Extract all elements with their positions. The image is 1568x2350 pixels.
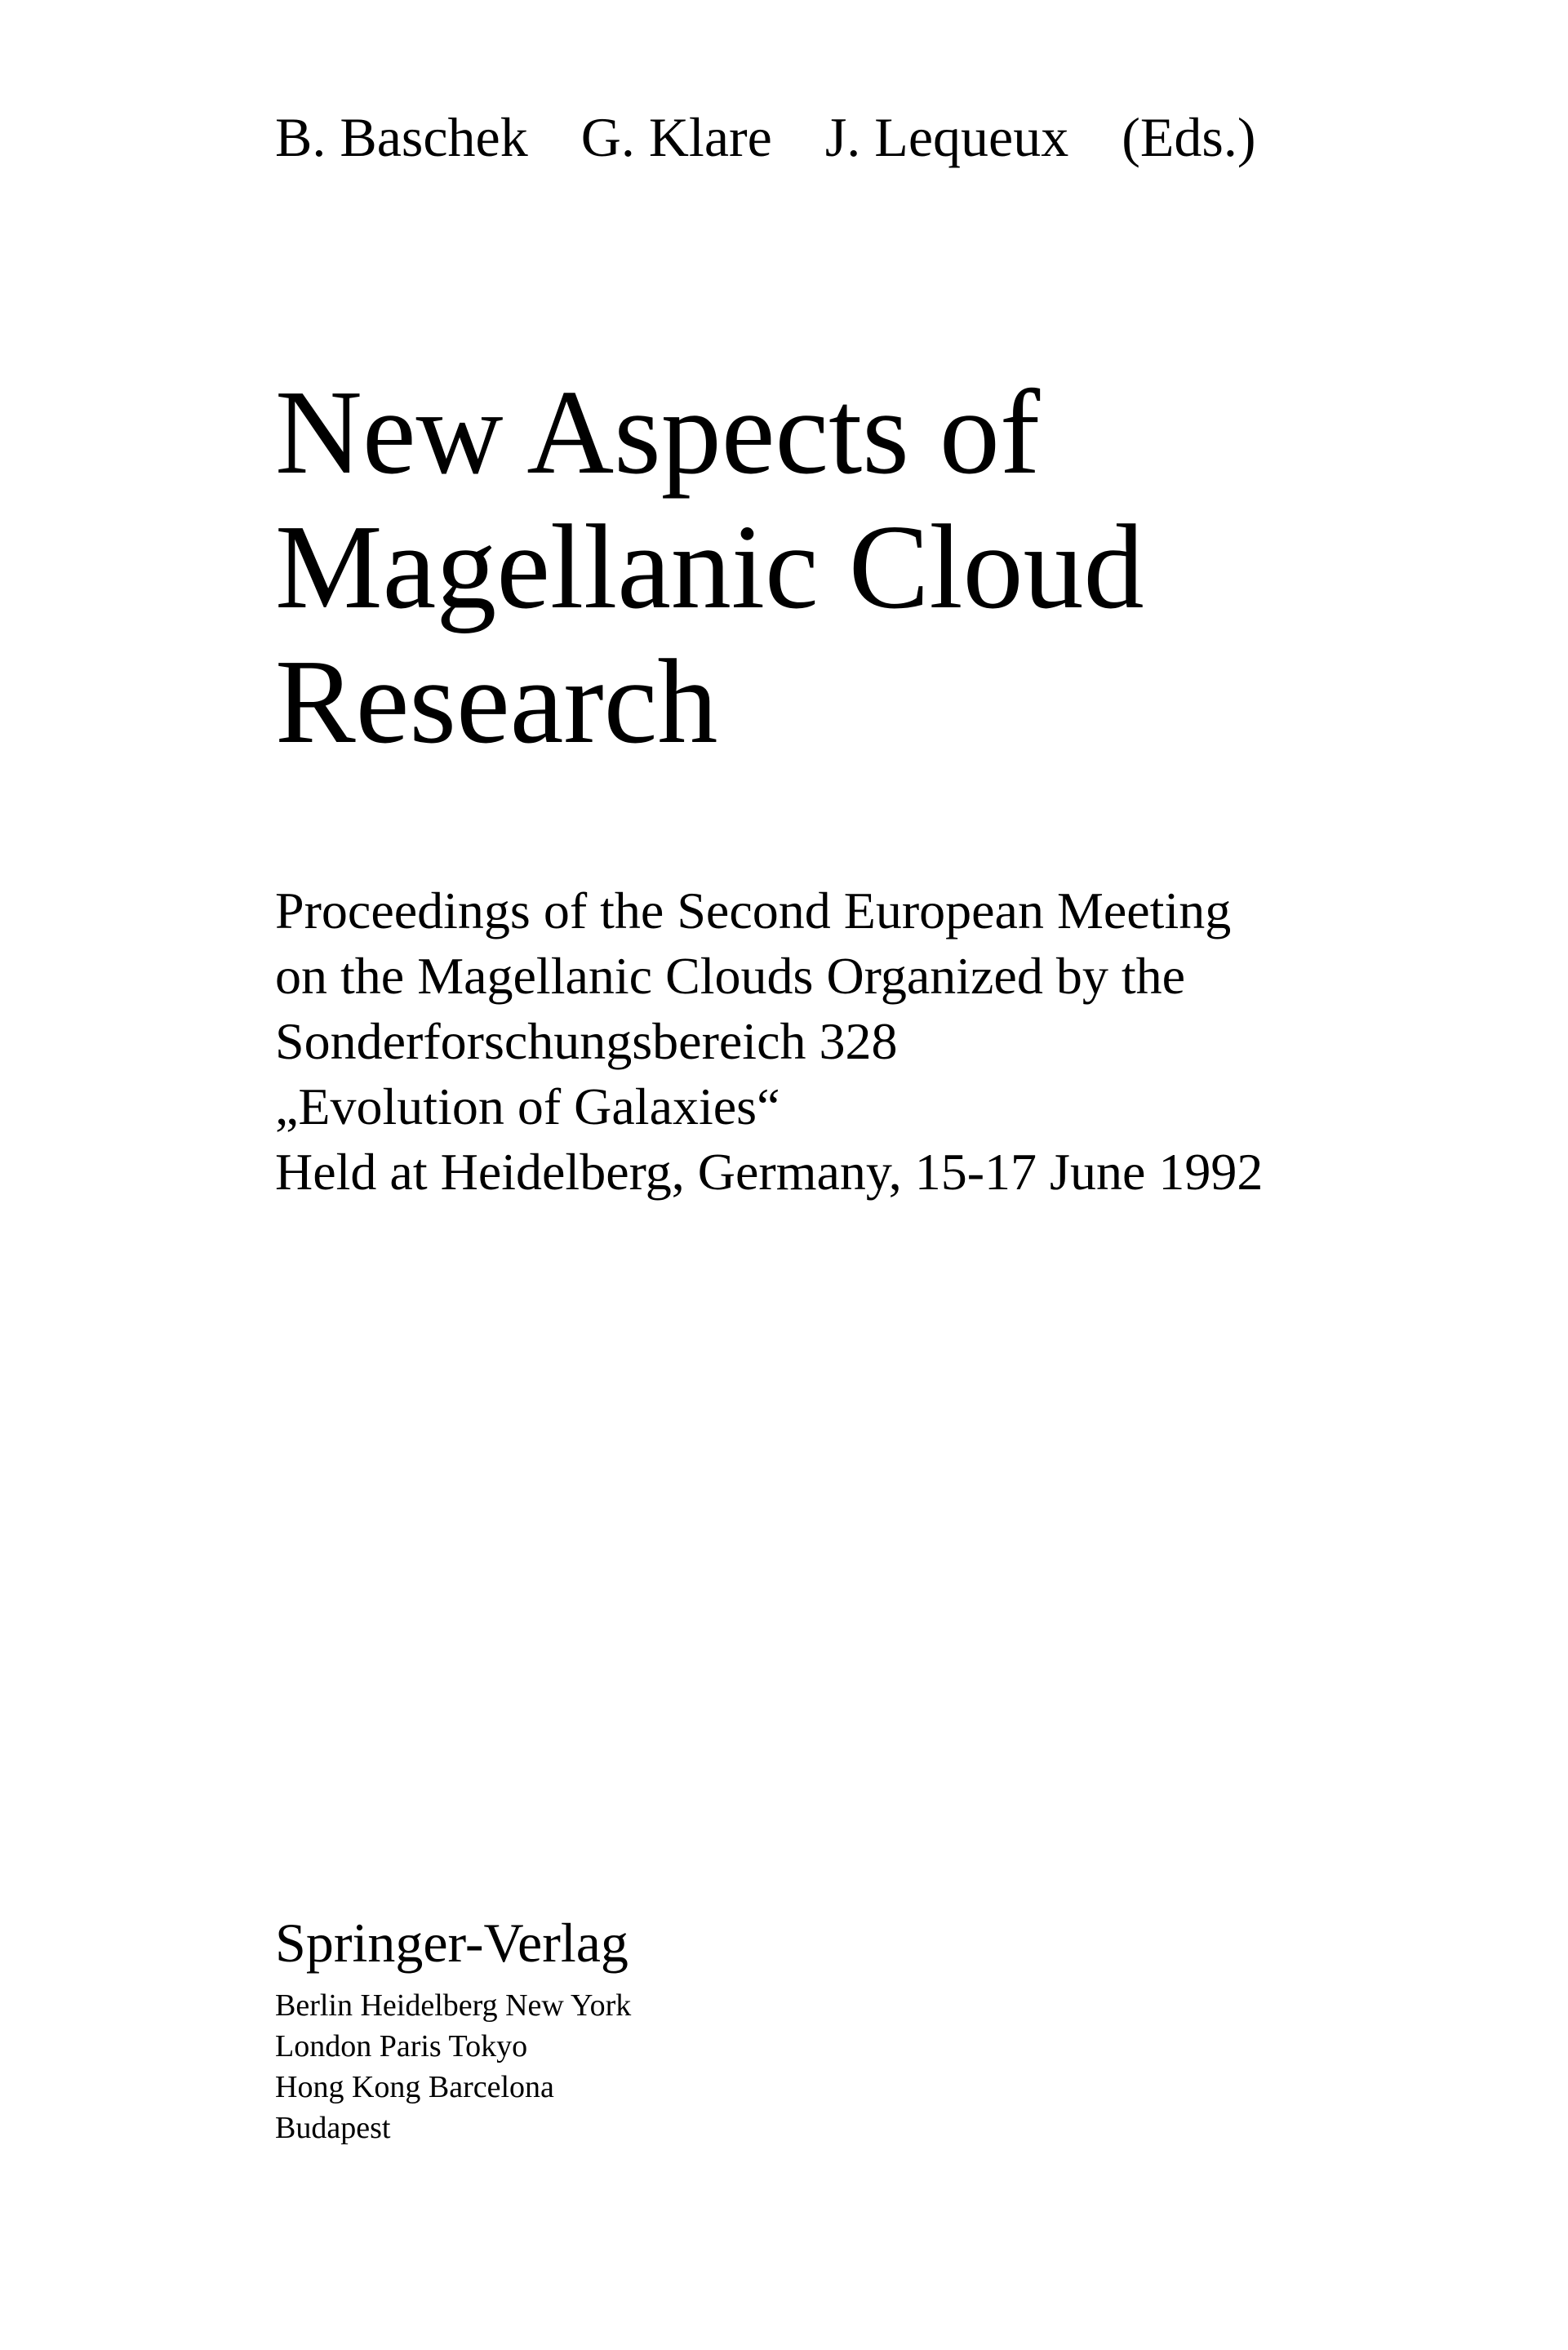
title-line: Research <box>275 635 718 769</box>
editor-name: J. Lequeux <box>824 106 1069 168</box>
subtitle-line: Held at Heidelberg, Germany, 15-17 June 1992 <box>275 1143 1264 1201</box>
subtitle-line: on the Magellanic Clouds Organized by the <box>275 947 1185 1005</box>
subtitle-line: Proceedings of the Second European Meeting <box>275 882 1232 940</box>
city-line: Berlin Heidelberg New York <box>275 1988 632 2023</box>
book-subtitle <box>275 878 1263 1205</box>
title-line: New Aspects of <box>275 366 1041 500</box>
book-title <box>275 366 1144 770</box>
publisher-cities <box>275 1985 631 2148</box>
subtitle-line: Sonderforschungsbereich 328 <box>275 1012 898 1070</box>
city-line: Budapest <box>275 2111 391 2145</box>
title-line: Magellanic Cloud <box>275 500 1144 634</box>
editors-suffix: (Eds.) <box>1122 106 1256 168</box>
editor-name: B. Baschek <box>275 106 528 168</box>
subtitle-line: „Evolution of Galaxies“ <box>275 1077 780 1135</box>
editors-line <box>275 104 1256 170</box>
publisher-name: Springer-Verlag <box>275 1912 629 1974</box>
editor-name: G. Klare <box>580 106 772 168</box>
city-line: London Paris Tokyo <box>275 2029 528 2063</box>
city-line: Hong Kong Barcelona <box>275 2070 554 2104</box>
